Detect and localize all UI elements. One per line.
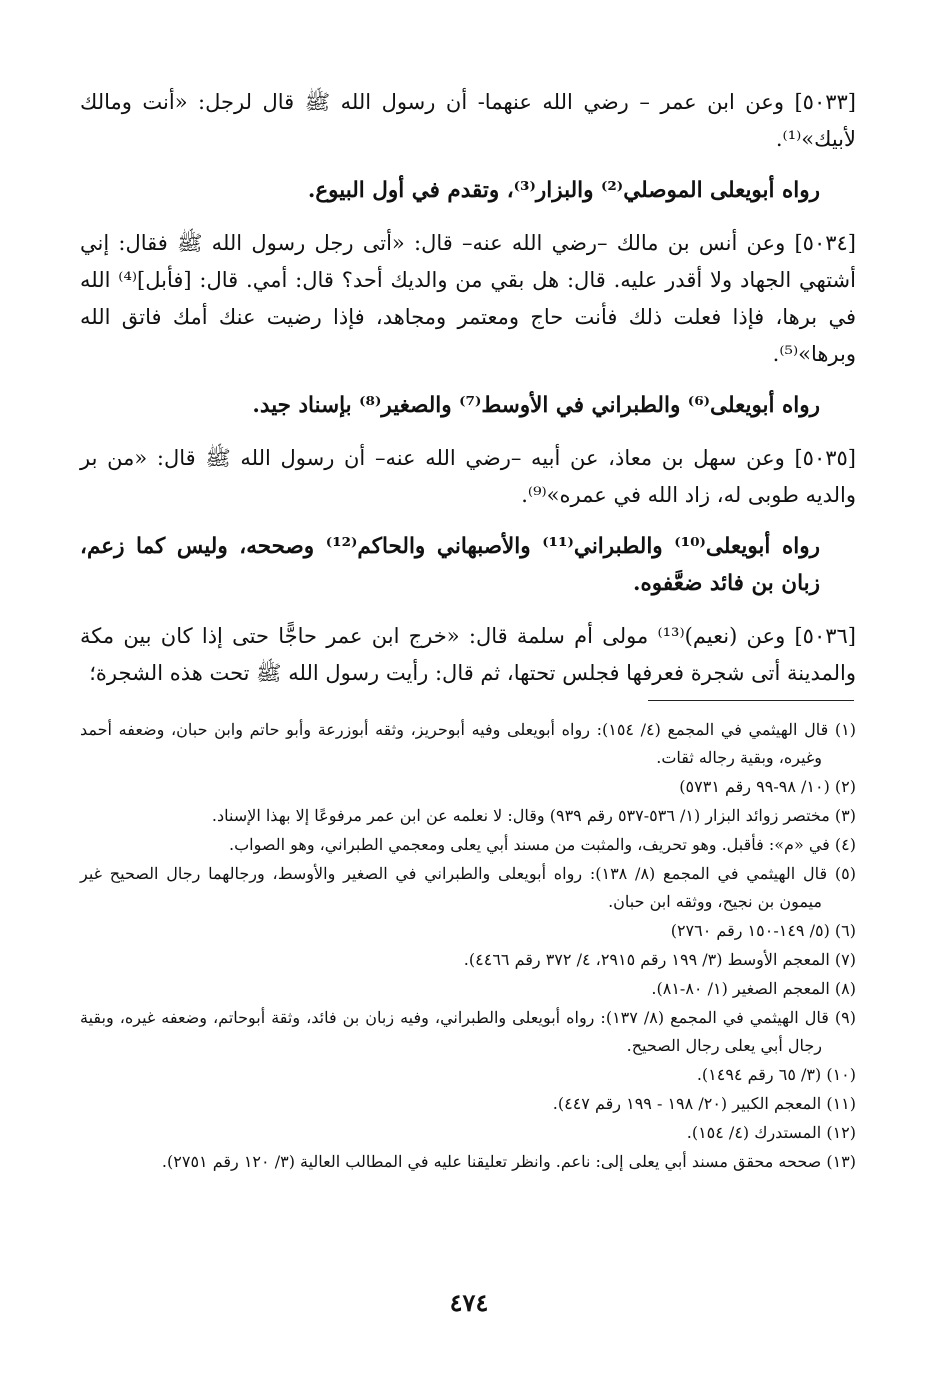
narration-5033: رواه أبويعلى الموصلي⁽²⁾ والبزار⁽³⁾، وتقدم في أول البيوع.	[307, 178, 820, 203]
hadith-5035: [٥٠٣٥] وعن سهل بن معاذ، عن أبيه –رضي الله عنه– أن رسول الله ﷺ قال: «من بر والديه طوبى له، زاد الله في عمره»⁽⁹⁾.	[80, 446, 856, 507]
footnote-5: (٥) قال الهيثمي في المجمع (٨/ ١٣٨): رواه أبويعلى والطبراني في الصغير والأوسط، ورجالهما رجال الصحيح غير ميمون بن نجيح، ووثقه ابن حبان.	[80, 864, 856, 911]
footnote-3: (٣) مختصر زوائد البزار (١/ ٥٣٦-٥٣٧ رقم ٩٣٩) وقال: لا نعلمه عن ابن عمر مرفوعًا إلا بهذا الإسناد.	[211, 806, 856, 825]
narration-5034: رواه أبويعلى⁽⁶⁾ والطبراني في الأوسط⁽⁷⁾ والصغير⁽⁸⁾ بإسناد جيد.	[252, 393, 820, 418]
footnote-13: (١٣) صححه محقق مسند أبي يعلى إلى: ناعم. وانظر تعليقنا عليه في المطالب العالية (٣/ ١٢٠ رقم ٢٧٥١).	[161, 1152, 856, 1171]
footnote-4: (٤) في «م»: فأقبل. وهو تحريف، والمثبت من مسند أبي يعلى ومعجمي الطبراني، وهو الصواب.	[228, 835, 856, 854]
footnote-10: (١٠) (٣/ ٦٥ رقم ١٤٩٤).	[696, 1065, 856, 1084]
hadith-5033: [٥٠٣٣] وعن ابن عمر – رضي الله عنهما- أن رسول الله ﷺ قال لرجل: «أنت ومالك لأبيك»⁽¹⁾.	[80, 90, 856, 151]
narration-5035: رواه أبويعلى⁽¹⁰⁾ والطبراني⁽¹¹⁾ والأصبهاني والحاكم⁽¹²⁾ وصححه، وليس كما زعم، زبان بن فائد ضعَّفوه.	[80, 534, 820, 596]
footnote-12: (١٢) المستدرك (٤/ ١٥٤).	[686, 1123, 856, 1142]
hadith-5036: [٥٠٣٦] وعن (نعيم)⁽¹³⁾ مولى أم سلمة قال: «خرج ابن عمر حاجًّا حتى إذا كان بين مكة والمدينة أتى شجرة فعرفها فجلس تحتها، ثم قال: رأيت رسول الله ﷺ تحت هذه الشجرة؛	[80, 624, 856, 685]
page-number: ٤٧٤	[449, 1288, 489, 1317]
footnote-11: (١١) المعجم الكبير (٢٠/ ١٩٨ - ١٩٩ رقم ٤٤٧).	[552, 1094, 856, 1113]
footnote-divider	[648, 700, 854, 701]
footnote-9: (٩) قال الهيثمي في المجمع (٨/ ١٣٧): رواه أبويعلى والطبراني، وفيه زبان بن فائد، وثقة أبوحاتم، وضعفه غيره، وبقية رجال أبي يعلى رجال الصحيح.	[80, 1008, 856, 1055]
footnote-8: (٨) المعجم الصغير (١/ ٨٠-٨١).	[651, 979, 856, 998]
footnote-1: (١) قال الهيثمي في المجمع (٤/ ١٥٤): رواه أبويعلى وفيه أبوحريز، وثقه أبوزرعة وأبو حاتم وابن حبان، وضعفه أحمد وغيره، وبقية رجاله ثقات.	[80, 720, 856, 767]
footnote-7: (٧) المعجم الأوسط (٣/ ١٩٩ رقم ٢٩١٥، ٤/ ٣٧٢ رقم ٤٤٦٦).	[463, 950, 856, 969]
footnote-6: (٦) (٥/ ١٤٩-١٥٠ رقم ٢٧٦٠)	[670, 921, 856, 940]
footnotes	[80, 716, 856, 1177]
footnote-2: (٢) (١٠/ ٩٨-٩٩ رقم ٥٧٣١)	[679, 777, 856, 796]
hadith-5034: [٥٠٣٤] وعن أنس بن مالك –رضي الله عنه– قال: «أتى رجل رسول الله ﷺ فقال: إني أشتهي الجهاد ولا أقدر عليه. قال: هل بقي من والديك أحد؟ قال: أمي. قال: [فأبل]⁽⁴⁾ الله في برها، فإذا فعلت ذلك فأنت حاج ومعتمر ومجاهد، فإذا رضيت عنك أمك فاتق الله وبرها»⁽⁵⁾.	[80, 231, 856, 366]
main-text	[80, 84, 856, 706]
